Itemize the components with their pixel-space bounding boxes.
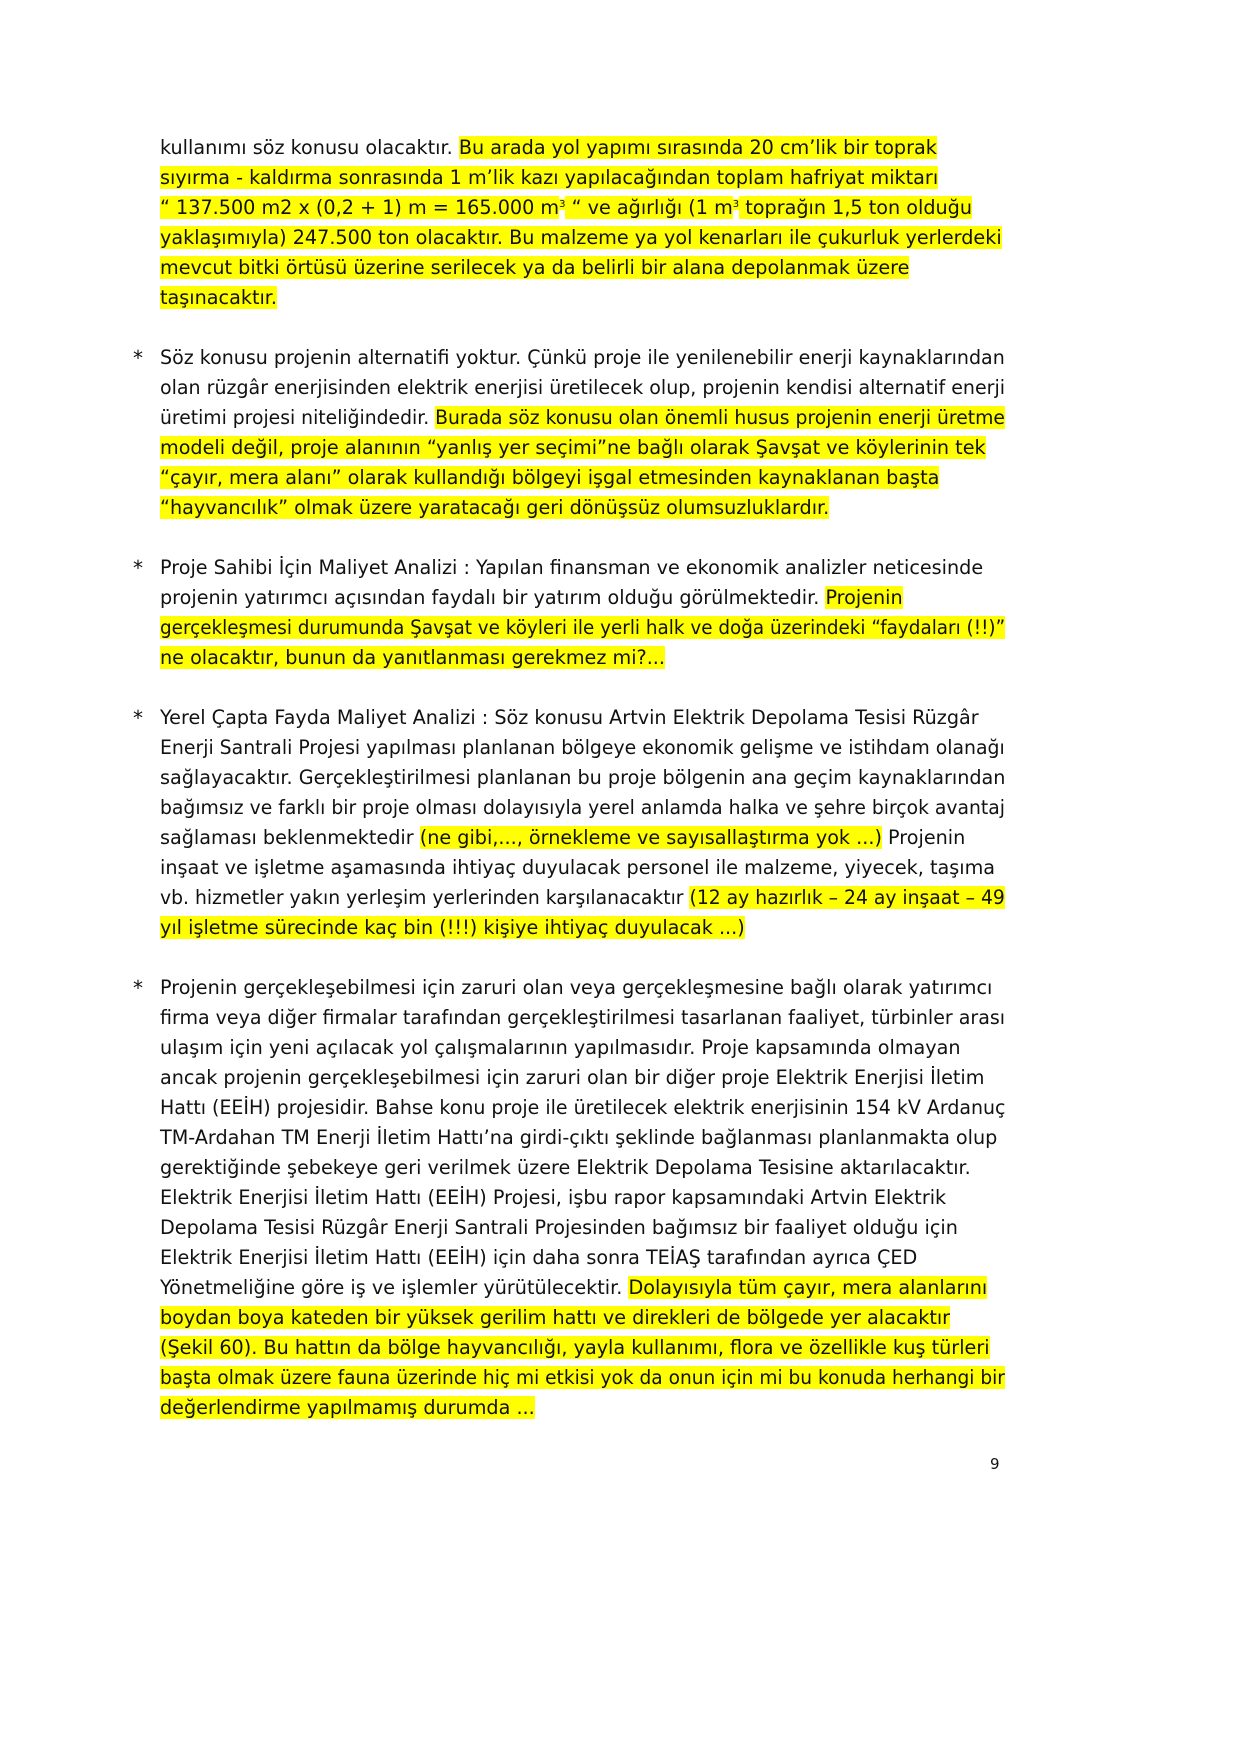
text-run: Projenin (888, 826, 966, 849)
text-line (160, 973, 1005, 1003)
highlighted-text: gerçekleşmesi durumunda Şavşat ve köyleri ile yerli halk ve doğa üzerindeki “faydaları (!!)” (160, 616, 1006, 639)
text-line (160, 763, 1005, 793)
text-line (160, 583, 1005, 613)
text-run: Yönetmeliğine göre iş ve işlemler yürütülecektir. (160, 1276, 623, 1299)
text-line (160, 553, 1005, 583)
text-run: ulaşım için yeni açılacak yol çalışmalarının yapılmasıdır. Proje kapsamında olmayan (160, 1036, 961, 1059)
page-number: 9 (990, 1455, 1000, 1473)
text-line (160, 493, 1005, 523)
text-line (160, 1063, 1005, 1093)
highlighted-text: yaklaşımıyla) 247.500 ton olacaktır. Bu malzeme ya yol kenarları ile çukurluk yerlerdeki (160, 226, 1002, 249)
text-run: kullanımı söz konusu olacaktır. (160, 136, 453, 159)
bullet-marker: * (133, 976, 143, 1000)
highlighted-text: “ 137.500 m2 x (0,2 + 1) m = 165.000 m (160, 196, 560, 219)
space (453, 136, 459, 159)
text-run: Hattı (EEİH) projesidir. Bahse konu proje ile üretilecek elektrik enerjisinin 154 kV Ardanuç (160, 1096, 1006, 1119)
text-line (160, 1153, 1005, 1183)
text-run: sağlaması beklenmektedir (160, 826, 414, 849)
highlighted-text: değerlendirme yapılmamış durumda ... (160, 1396, 535, 1419)
text-line (160, 913, 1005, 943)
text-run: inşaat ve işletme aşamasında ihtiyaç duyulacak personel ile malzeme, yiyecek, taşıma (160, 856, 996, 879)
highlighted-text: “ ve ağırlığı (1 m (565, 196, 733, 219)
text-run: firma veya diğer firmalar tarafından gerçekleştirilmesi tasarlanan faaliyet, türbinler arası (160, 1006, 1006, 1029)
highlighted-text: mevcut bitki örtüsü üzerine serilecek ya da belirli bir alana depolanmak üzere (160, 256, 910, 279)
text-line (160, 193, 1005, 223)
text-line (160, 283, 1005, 313)
text-run: projenin yatırımcı açısından faydalı bir yatırım olduğu görülmektedir. (160, 586, 820, 609)
text-line (160, 433, 1005, 463)
text-line (160, 883, 1005, 913)
highlighted-text: “hayvancılık” olmak üzere yaratacağı geri dönüşsüz olumsuzluklardır. (160, 496, 830, 519)
text-run: TM-Ardahan TM Enerji İletim Hattı’na girdi-çıktı şeklinde bağlanması planlanmakta olup (160, 1126, 998, 1149)
highlighted-text: yıl işletme sürecinde kaç bin (!!!) kişiye ihtiyaç duyulacak ...) (160, 916, 745, 939)
text-line (160, 613, 1005, 643)
text-line (160, 163, 1005, 193)
text-run: Enerji Santrali Projesi yapılması planlanan bölgeye ekonomik gelişme ve istihdam olanağı (160, 736, 1005, 759)
text-line (160, 1003, 1005, 1033)
text-run: Elektrik Enerjisi İletim Hattı (EEİH) Projesi, işbu rapor kapsamındaki Artvin Elektrik (160, 1186, 947, 1209)
paragraph (160, 553, 1005, 673)
text-run: Projenin gerçekleşebilmesi için zaruri olan veya gerçekleşmesine bağlı olarak yatırımcı (160, 976, 993, 999)
text-line (160, 253, 1005, 283)
bullet-marker: * (133, 706, 143, 730)
highlighted-text: Projenin (825, 586, 903, 609)
highlighted-text: “çayır, mera alanı” olarak kullandığı bölgeyi işgal etmesinden kaynaklanan başta (160, 466, 940, 489)
text-line (160, 1213, 1005, 1243)
text-line (160, 643, 1005, 673)
highlighted-text: Dolayısıyla tüm çayır, mera alanlarını (628, 1276, 988, 1299)
highlighted-text: ne olacaktır, bunun da yanıtlanması gerekmez mi?... (160, 646, 666, 669)
text-run: sağlayacaktır. Gerçekleştirilmesi planlanan bu proje bölgenin ana geçim kaynaklarından (160, 766, 1006, 789)
bullet-marker: * (133, 346, 143, 370)
text-line (160, 1033, 1005, 1063)
highlighted-text: (ne gibi,..., örnekleme ve sayısallaştırma yok ...) (419, 826, 882, 849)
text-line (160, 1123, 1005, 1153)
text-line (160, 733, 1005, 763)
text-run: Proje Sahibi İçin Maliyet Analizi : Yapılan finansman ve ekonomik analizler neticesinde (160, 556, 984, 579)
superscript: 3 (559, 199, 566, 210)
bullet-marker: * (133, 556, 143, 580)
text-line (160, 343, 1005, 373)
text-run: olan rüzgâr enerjisinden elektrik enerjisi üretilecek olup, projenin kendisi alternatif enerji (160, 376, 1006, 399)
text-line (160, 1183, 1005, 1213)
text-line (160, 133, 1005, 163)
text-run: ancak projenin gerçekleşebilmesi için zaruri olan bir diğer proje Elektrik Enerjisi İletim (160, 1066, 985, 1089)
highlighted-text: boydan boya kateden bir yüksek gerilim hattı ve direkleri de bölgede yer alacaktır (160, 1306, 951, 1329)
text-line (160, 1303, 1005, 1333)
text-line (160, 223, 1005, 253)
text-line (160, 1393, 1005, 1423)
text-run: vb. hizmetler yakın yerleşim yerlerinden karşılanacaktır (160, 886, 684, 909)
text-line (160, 1093, 1005, 1123)
text-line (160, 793, 1005, 823)
highlighted-text: (12 ay hazırlık – 24 ay inşaat – 49 (689, 886, 1005, 909)
paragraph (160, 703, 1005, 943)
text-line (160, 463, 1005, 493)
paragraph (160, 133, 1005, 313)
highlighted-text: başta olmak üzere fauna üzerinde hiç mi etkisi yok da onun için mi bu konuda herhangi bir (160, 1366, 1005, 1389)
text-run: Elektrik Enerjisi İletim Hattı (EEİH) için daha sonra TEİAŞ tarafından ayrıca ÇED (160, 1246, 918, 1269)
text-run: Depolama Tesisi Rüzgâr Enerji Santrali Projesinden bağımsız bir faaliyet olduğu için (160, 1216, 958, 1239)
text-line (160, 373, 1005, 403)
text-line (160, 703, 1005, 733)
text-run: Söz konusu projenin alternatifi yoktur. Çünkü proje ile yenilenebilir enerji kaynaklarından (160, 346, 1005, 369)
text-run: gerektiğinde şebekeye geri verilmek üzere Elektrik Depolama Tesisine aktarılacaktır. (160, 1156, 971, 1179)
text-line (160, 853, 1005, 883)
highlighted-text: Bu arada yol yapımı sırasında 20 cm’lik bir toprak (458, 136, 937, 159)
text-line (160, 1273, 1005, 1303)
highlighted-text: toprağın 1,5 ton olduğu (739, 196, 973, 219)
highlighted-text: taşınacaktır. (160, 286, 278, 309)
text-run: bağımsız ve farklı bir proje olması dolayısıyla yerel anlamda halka ve şehre birçok avantaj (160, 796, 1005, 819)
highlighted-text: modeli değil, proje alanının “yanlış yer seçimi”ne bağlı olarak Şavşat ve köylerinin tek (160, 436, 986, 459)
highlighted-text: (Şekil 60). Bu hattın da bölge hayvancılığı, yayla kullanımı, flora ve özellikle kuş türleri (160, 1336, 990, 1359)
superscript: 3 (732, 199, 740, 210)
space (414, 826, 420, 849)
text-line (160, 403, 1005, 433)
paragraph (160, 343, 1005, 523)
text-line (160, 1363, 1005, 1393)
highlighted-text: Burada söz konusu olan önemli husus projenin enerji üretme (435, 406, 1005, 429)
text-run: Yerel Çapta Fayda Maliyet Analizi : Söz konusu Artvin Elektrik Depolama Tesisi Rüzgâr (160, 706, 979, 729)
text-line (160, 1333, 1005, 1363)
text-line (160, 1243, 1005, 1273)
highlighted-text: sıyırma - kaldırma sonrasında 1 m’lik kazı yapılacağından toplam hafriyat miktarı (160, 166, 939, 189)
paragraph (160, 973, 1005, 1423)
text-run: üretimi projesi niteliğindedir. (160, 406, 430, 429)
text-line (160, 823, 1005, 853)
